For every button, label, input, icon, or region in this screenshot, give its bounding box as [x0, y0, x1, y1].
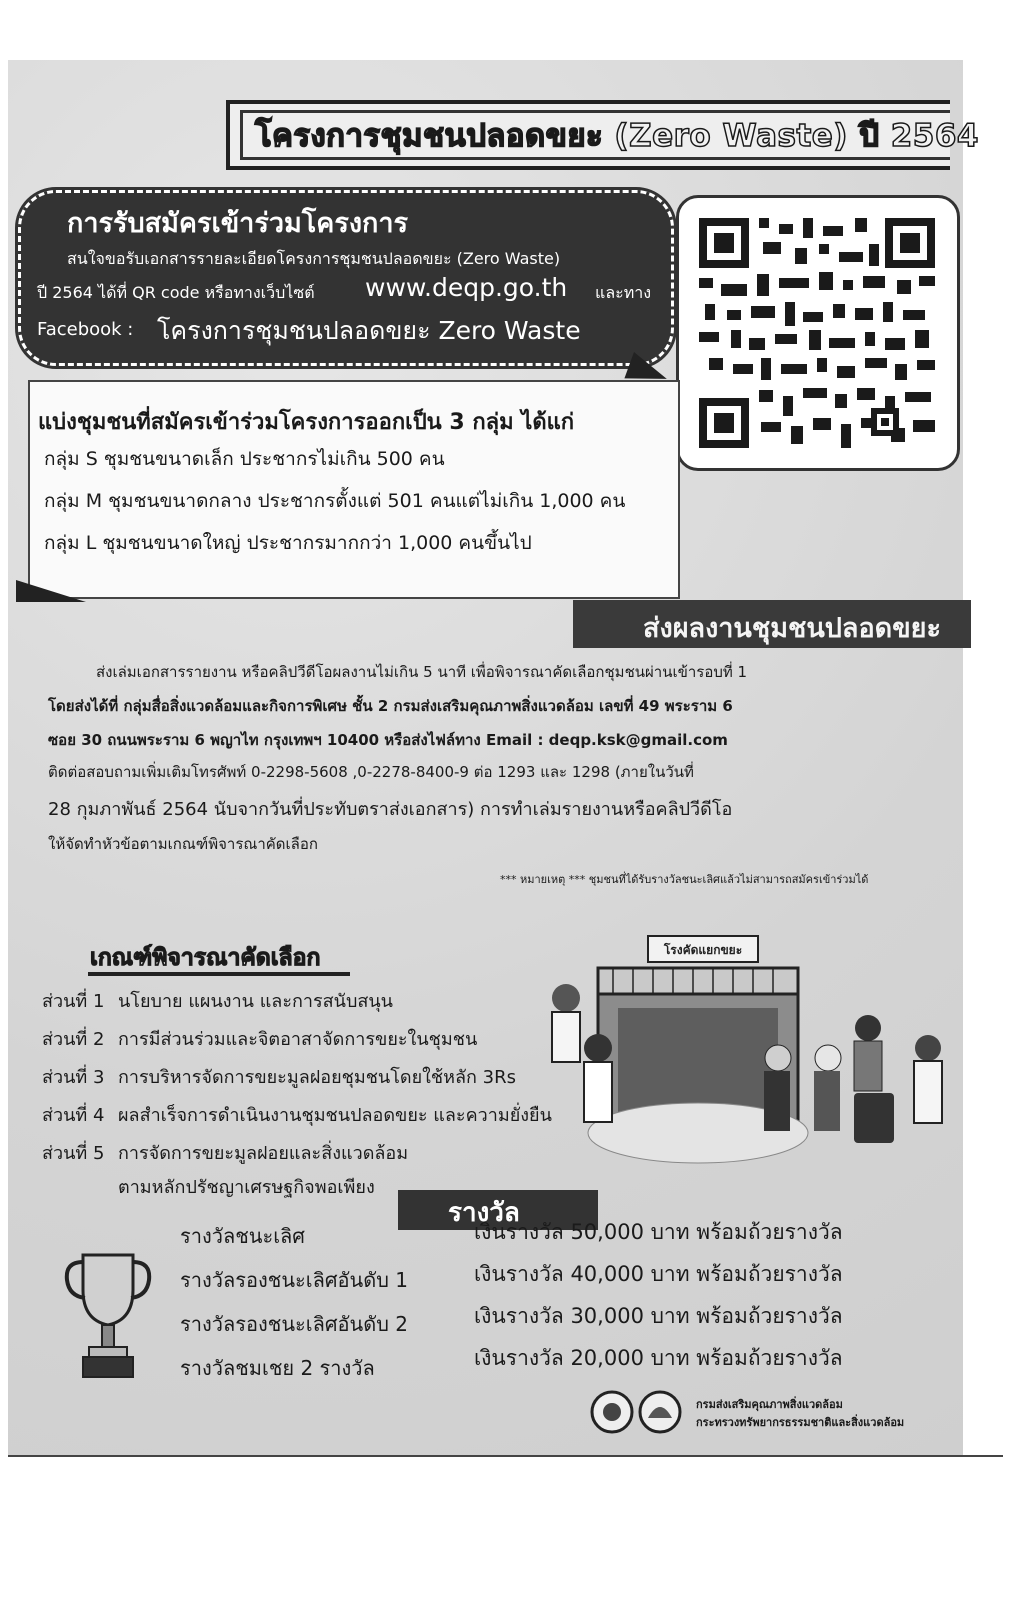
criteria-item-4: [42, 1100, 552, 1129]
prize-third-amount: เงินรางวัล 30,000 บาท พร้อมถ้วยรางวัล: [474, 1304, 843, 1328]
corner-decoration: [16, 580, 86, 602]
criteria-item-1: [42, 986, 393, 1015]
poster-sheet: [8, 60, 979, 1455]
criteria-label: ส่วนที่ 5: [42, 1143, 105, 1164]
registration-line-2-suffix: และทาง: [595, 283, 652, 302]
recycling-station-illustration: [538, 928, 958, 1188]
illustration-sign: โรงคัดแยกขยะ: [663, 943, 743, 957]
prize-second-name: รางวัลรองชนะเลิศอันดับ 1: [180, 1268, 408, 1292]
organization-logos: [590, 1388, 690, 1438]
registration-line-2: ปี 2564 ได้ที่ QR code หรือทางเว็บไซต์: [37, 283, 315, 302]
criteria-label: ส่วนที่ 4: [42, 1105, 105, 1126]
facebook-page-name: โครงการชุมชนปลอดขยะ Zero Waste: [157, 316, 581, 345]
prize-third-name: รางวัลรองชนะเลิศอันดับ 2: [180, 1312, 408, 1336]
website-link: www.deqp.go.th: [365, 273, 568, 302]
criteria-heading: เกณฑ์พิจารณาคัดเลือก: [90, 945, 321, 971]
trophy-icon: [63, 1250, 153, 1380]
group-l: กลุ่ม L ชุมชนขนาดใหญ่ ประชากรมากกว่า 1,000 คนขึ้นไป: [44, 532, 532, 554]
submission-heading: ส่งผลงานชุมชนปลอดขยะ: [643, 613, 941, 644]
prize-first-name: รางวัลชนะเลิศ: [180, 1224, 305, 1248]
criteria-label: ส่วนที่ 1: [42, 991, 105, 1012]
prize-honorable-name: รางวัลชมเชย 2 รางวัล: [180, 1356, 375, 1380]
submission-note: *** หมายเหตุ *** ชุมชนที่ได้รับรางวัลชนะเลิศแล้วไม่สามารถสมัครเข้าร่วมได้: [500, 873, 869, 886]
criteria-text: การมีส่วนร่วมและจิตอาสาจัดการขยะในชุมชน: [118, 1029, 478, 1050]
title-banner-inner: [240, 110, 979, 160]
org-name-deqp: กรมส่งเสริมคุณภาพสิ่งแวดล้อม: [696, 1398, 843, 1411]
submission-line-5: 28 กุมภาพันธ์ 2564 นับจากวันที่ประทับตราส่งเอกสาร) การทำเล่มรายงานหรือคลิปวีดีโอ: [48, 799, 733, 820]
criteria-text: ผลสำเร็จการดำเนินงานชุมชนปลอดขยะ และความยั่งยืน: [118, 1105, 552, 1126]
facebook-label: Facebook :: [37, 319, 134, 340]
criteria-text: นโยบาย แผนงาน และการสนับสนุน: [118, 991, 393, 1012]
group-s: กลุ่ม S ชุมชนขนาดเล็ก ประชากรไม่เกิน 500 คน: [44, 448, 445, 470]
criteria-text: การบริหารจัดการขยะมูลฝอยชุมชนโดยใช้หลัก 3Rs: [118, 1067, 517, 1088]
submission-line-3: ซอย 30 ถนนพระราม 6 พญาไท กรุงเทพฯ 10400 หรือส่งไฟล์ทาง Email : deqp.ksk@gmail.com: [48, 731, 728, 749]
criteria-item-5-continued: ตามหลักปรัชญาเศรษฐกิจพอเพียง: [118, 1177, 375, 1198]
qr-code-graphic: [699, 218, 935, 448]
registration-line-1: สนใจขอรับเอกสารรายละเอียดโครงการชุมชนปลอดขยะ (Zero Waste): [67, 249, 561, 268]
criteria-item-5: [42, 1138, 408, 1167]
submission-line-2: โดยส่งได้ที่ กลุ่มสื่อสิ่งแวดล้อมและกิจการพิเศษ ชั้น 2 กรมส่งเสริมคุณภาพสิ่งแวดล้อม เลขที่ 49 พระราม 6: [48, 697, 733, 715]
poster-title: โครงการชุมชนปลอดขยะ (Zero Waste) ปี 2564: [255, 118, 979, 154]
prize-heading: รางวัล: [448, 1198, 520, 1228]
org-name-ministry: กระทรวงทรัพยากรธรรมชาติและสิ่งแวดล้อม: [696, 1416, 905, 1429]
criteria-item-2: [42, 1024, 477, 1053]
groups-box: [28, 380, 680, 599]
submission-line-1: ส่งเล่มเอกสารรายงาน หรือคลิปวีดีโอผลงานไม่เกิน 5 นาที เพื่อพิจารณาคัดเลือกชุมชนผ่านเข้ารอบที่ 1: [96, 663, 748, 681]
prize-first-amount: เงินรางวัล 50,000 บาท พร้อมถ้วยรางวัล: [474, 1220, 843, 1244]
prize-second-amount: เงินรางวัล 40,000 บาท พร้อมถ้วยรางวัล: [474, 1262, 843, 1286]
qr-code: [676, 195, 960, 471]
criteria-underline: [88, 972, 350, 976]
title-banner: [226, 100, 979, 170]
groups-heading: แบ่งชุมชนที่สมัครเข้าร่วมโครงการออกเป็น 3 กลุ่ม ได้แก่: [38, 410, 575, 435]
criteria-text: การจัดการขยะมูลฝอยและสิ่งแวดล้อม: [118, 1143, 409, 1164]
submission-line-4: ติดต่อสอบถามเพิ่มเติมโทรศัพท์ 0-2298-5608 ,0-2278-8400-9 ต่อ 1293 และ 1298 (ภายในวันที่: [48, 763, 694, 781]
submission-line-6: ให้จัดทำหัวข้อตามเกณฑ์พิจารณาคัดเลือก: [48, 835, 318, 853]
registration-heading: การรับสมัครเข้าร่วมโครงการ: [67, 208, 409, 239]
criteria-label: ส่วนที่ 2: [42, 1029, 105, 1050]
registration-box: [18, 190, 674, 366]
group-m: กลุ่ม M ชุมชนขนาดกลาง ประชากรตั้งแต่ 501 คนแต่ไม่เกิน 1,000 คน: [44, 490, 626, 512]
prize-honorable-amount: เงินรางวัล 20,000 บาท พร้อมถ้วยรางวัล: [474, 1346, 843, 1370]
criteria-label: ส่วนที่ 3: [42, 1067, 105, 1088]
submission-banner: [573, 600, 971, 648]
bottom-rule: [8, 1455, 1003, 1457]
criteria-item-3: [42, 1062, 516, 1091]
